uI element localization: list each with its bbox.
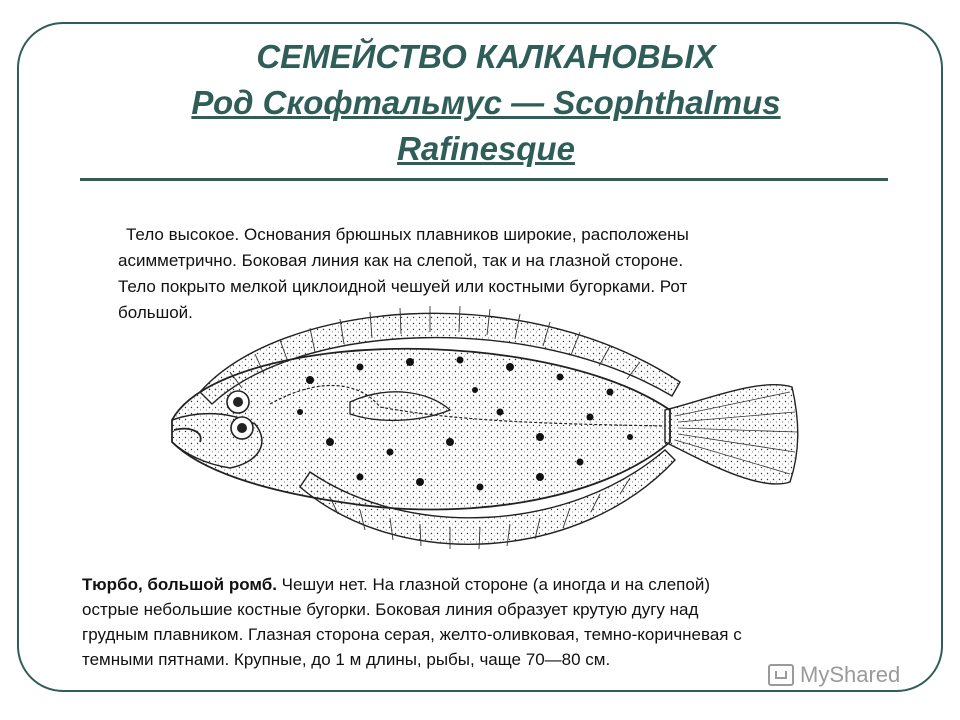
species-name: Тюрбо, большой ромб. xyxy=(82,575,277,594)
presentation-screen-icon xyxy=(768,664,794,686)
tail-fin xyxy=(665,385,798,484)
caption-line xyxy=(82,572,902,597)
description-line: Тело высокое. Основания брюшных плавников широкие, расположены xyxy=(126,225,689,244)
description-line: большой. xyxy=(118,303,193,322)
caption-line: грудным плавником. Глазная сторона серая, желто-оливковая, темно-коричневая с xyxy=(82,625,742,644)
turbot-fish-illustration xyxy=(160,292,800,572)
title-divider xyxy=(80,178,888,181)
title-family: СЕМЕЙСТВО КАЛКАНОВЫХ xyxy=(256,38,716,75)
description-line: асимметрично. Боковая линия как на слепой, так и на глазной стороне. xyxy=(118,251,684,270)
description-line: Тело покрыто мелкой циклоидной чешуей или костными бугорками. Рот xyxy=(118,277,688,296)
watermark xyxy=(768,660,900,690)
caption-line: острые небольшие костные бугорки. Боковая линия образует крутую дугу над xyxy=(82,600,699,619)
caption-line: темными пятнами. Крупные, до 1 м длины, рыбы, чаще 70—80 см. xyxy=(82,650,611,669)
title-genus: Род Скофтальмус — Scophthalmus xyxy=(191,84,781,121)
watermark-text: MyShared xyxy=(800,662,901,687)
caption-text: Чешуи нет. На глазной стороне (а иногда и на слепой) xyxy=(276,575,710,594)
slide-title xyxy=(80,34,892,172)
title-author: Rafinesque xyxy=(397,130,575,167)
species-caption xyxy=(82,572,902,672)
